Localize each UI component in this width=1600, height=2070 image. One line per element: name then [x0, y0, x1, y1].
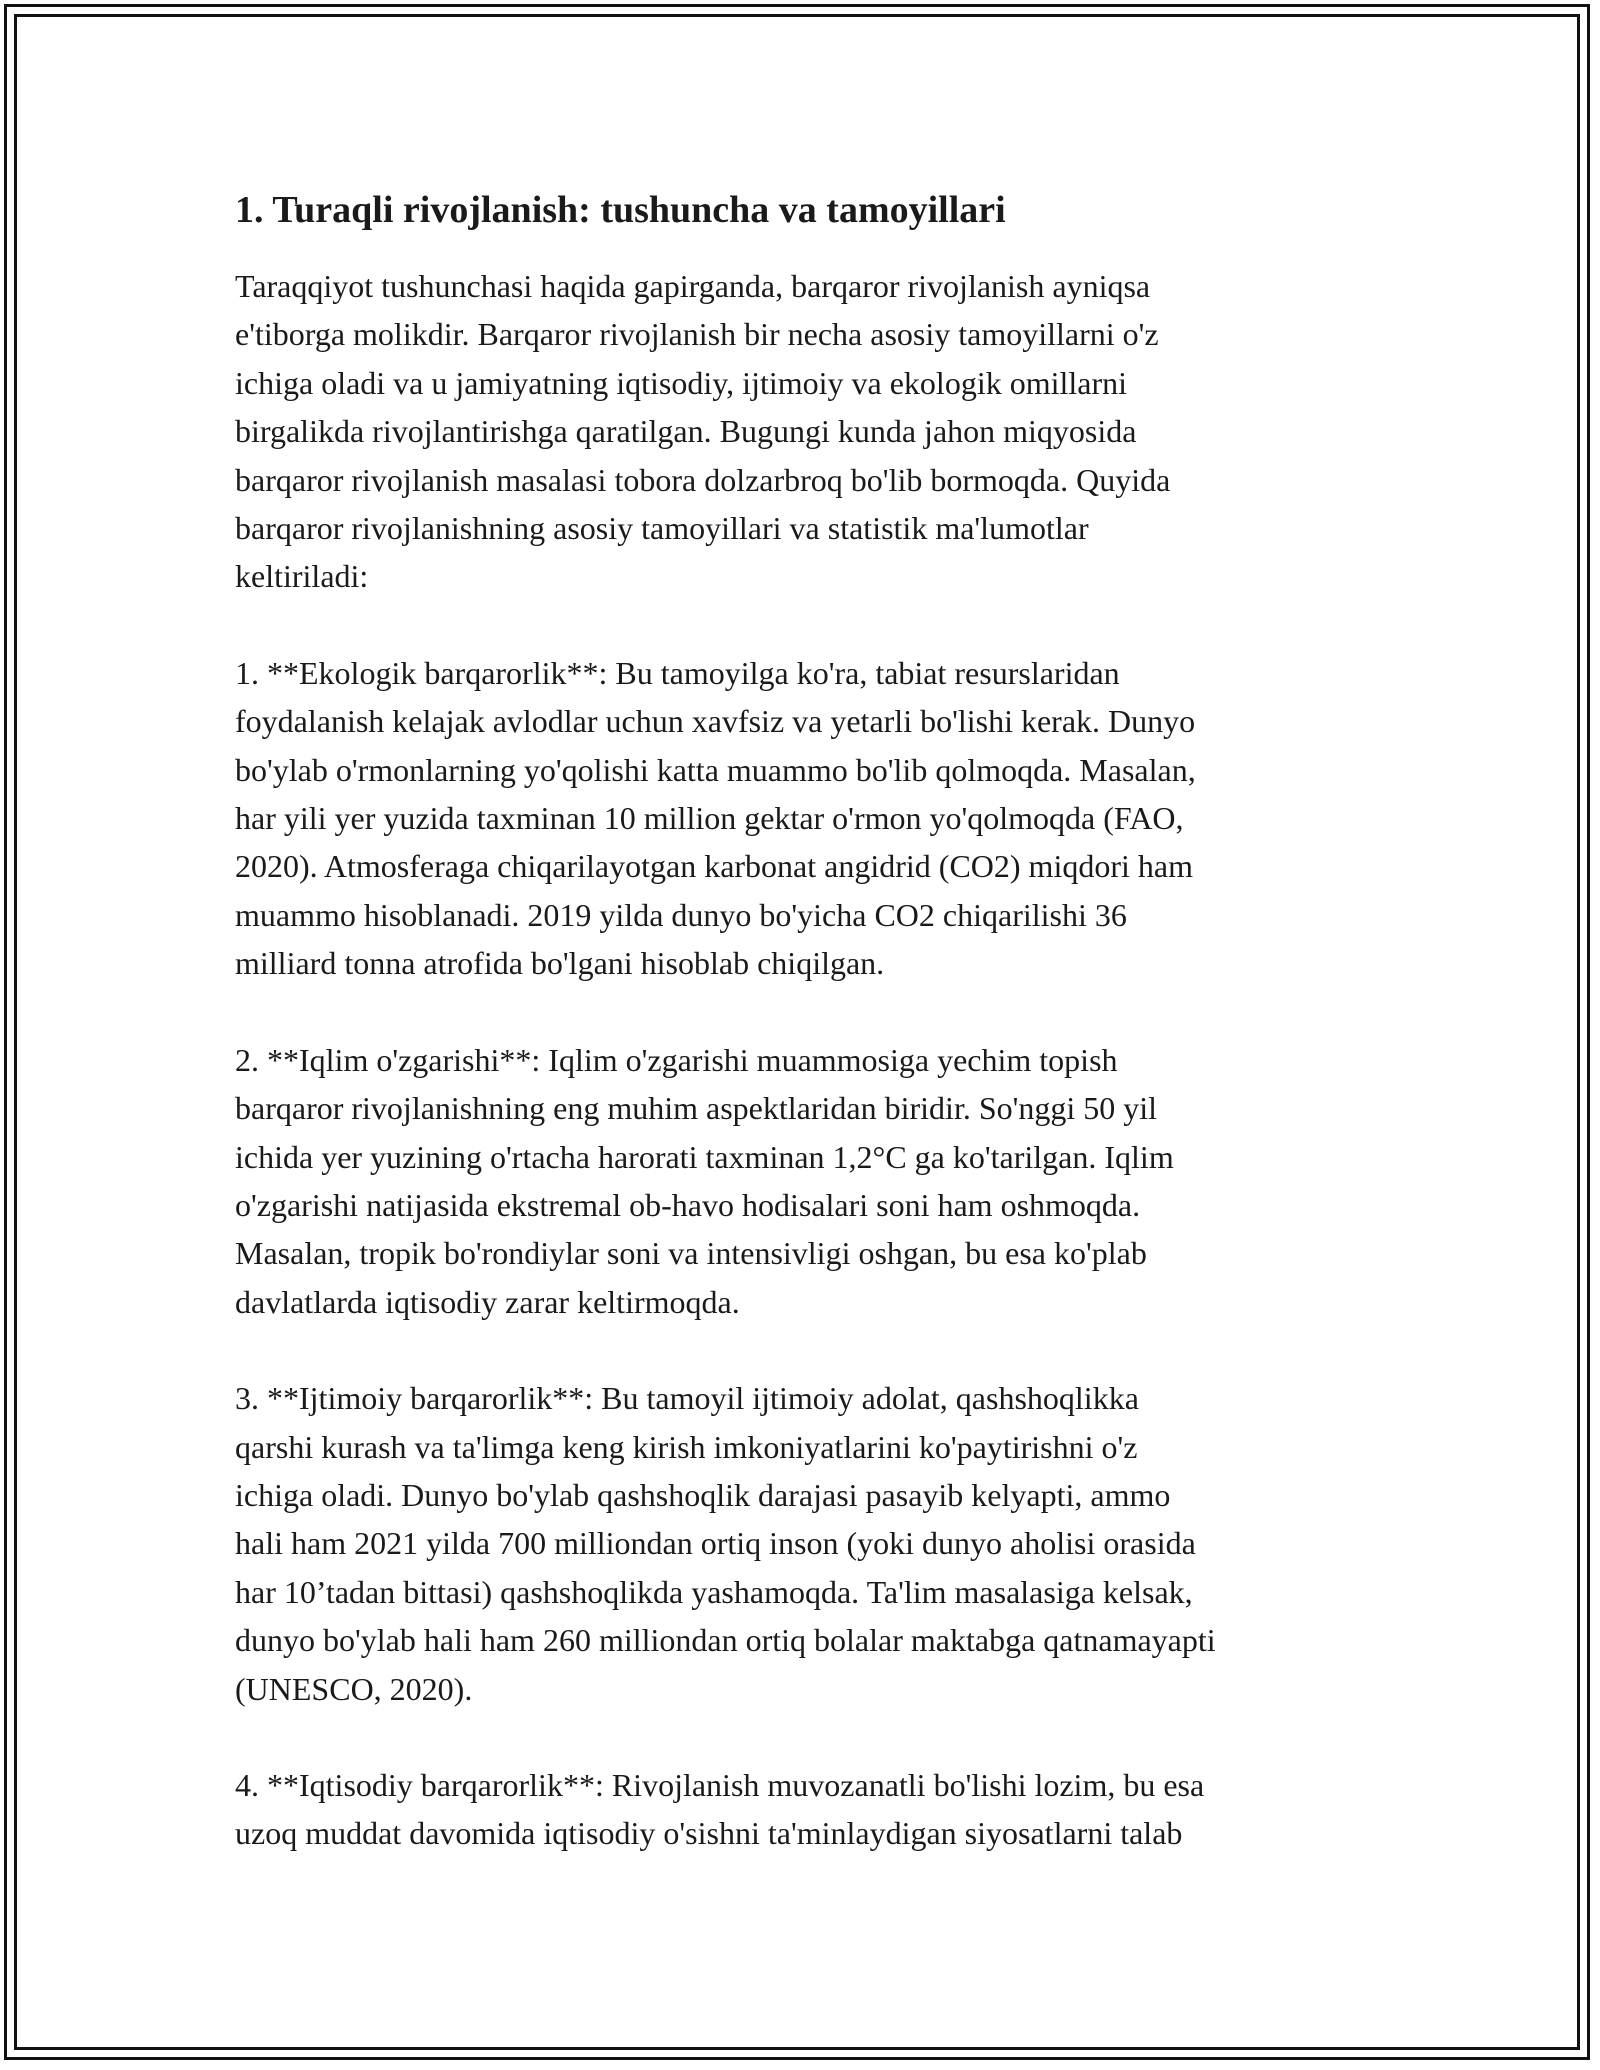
social-sustainability-paragraph: 3. **Ijtimoiy barqarorlik**: Bu tamoyil ijtimoiy adolat, qashshoqlikka qarshi kurash va ta'limga keng kirish imkoniyatlarini ko'paytirishni o'z ichiga oladi. Dunyo bo'ylab qashshoqlik darajasi pasayib kelyapti, ammo hali ham 2021 yilda 700 milliondan ortiq inson (yoki dunyo aholisi orasida har 10’tadan bittasi) qashshoqlikda yashamoqda. Ta'lim masalasiga kelsak, dunyo bo'ylab hali ham 260 milliondan ortiq bolalar maktabga qatnamayapti (UNESCO, 2020). — [235, 1380, 1216, 1707]
economic-sustainability-paragraph: 4. **Iqtisodiy barqarorlik**: Rivojlanish muvozanatli bo'lishi lozim, bu esa uzoq muddat davomida iqtisodiy o'sishni ta'minlaydigan siyosatlarni talab — [235, 1766, 1205, 1852]
climate-change-paragraph: 2. **Iqlim o'zgarishi**: Iqlim o'zgarishi muammosiga yechim topish barqaror rivojlanishning eng muhim aspektlaridan biridir. So'nggi 50 yil ichida yer yuzining o'rtacha harorati taxminan 1,2°C ga ko'tarilgan. Iqlim o'zgarishi natijasida ekstremal ob-havo hodisalari soni ham oshmoqda. Masalan, tropik bo'rondiylar soni va intensivligi oshgan, bu esa ko'plab davlatlarda iqtisodiy zarar keltirmoqda. — [235, 1041, 1174, 1320]
ecological-sustainability-paragraph: 1. **Ekologik barqarorlik**: Bu tamoyilga ko'ra, tabiat resurslaridan foydalanish kelajak avlodlar uchun xavfsiz va yetarli bo'lishi kerak. Dunyo bo'ylab o'rmonlarning yo'qolishi katta muammo bo'lib qolmoqda. Masalan, har yili yer yuzida taxminan 10 million gektar o'rmon yo'qolmoqda (FAO, 2020). Atmosferaga chiqarilayotgan karbonat angidrid (CO2) miqdori ham muammo hisoblanadi. 2019 yilda dunyo bo'yicha CO2 chiqarilishi 36 milliard tonna atrofida bo'lgani hisoblab chiqilgan. — [235, 654, 1196, 982]
document-body — [235, 186, 1370, 1906]
section-title: 1. Turaqli rivojlanish: tushuncha va tamoyillari — [235, 189, 1006, 231]
intro-paragraph: Taraqqiyot tushunchasi haqida gapirganda, barqaror rivojlanish ayniqsa e'tiborga molikdir. Barqaror rivojlanish bir necha asosiy tamoyillarni o'z ichiga oladi va u jamiyatning iqtisodiy, ijtimoiy va ekologik omillarni birgalikda rivojlantirishga qaratilgan. Bugungi kunda jahon miqyosida barqaror rivojlanish masalasi tobora dolzarbroq bo'lib bormoqda. Quyida barqaror rivojlanishning asosiy tamoyillari va statistik ma'lumotlar keltiriladi: — [235, 268, 1171, 595]
